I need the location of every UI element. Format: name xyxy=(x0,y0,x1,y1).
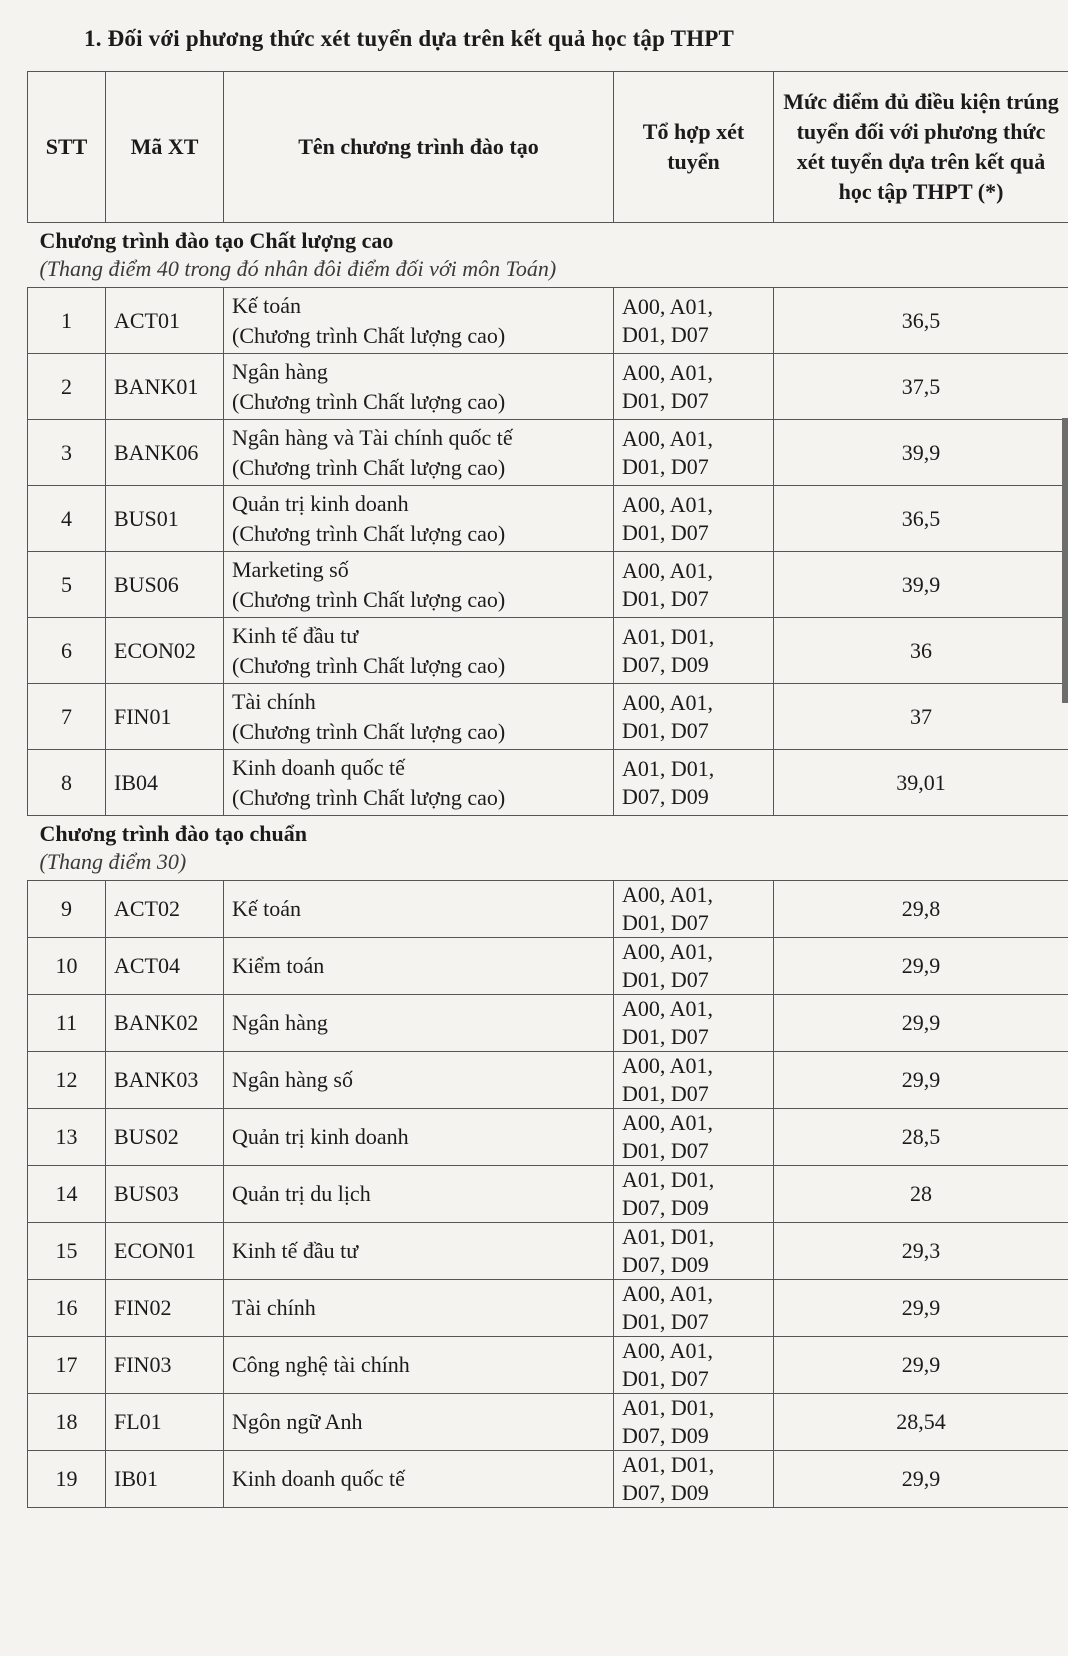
program-name: Kinh doanh quốc tế xyxy=(232,1466,405,1491)
cell-combination xyxy=(614,420,774,486)
combination-line: D01, D07 xyxy=(622,1081,709,1106)
section-note: (Thang điểm 30) xyxy=(39,849,187,874)
cell-stt: 12 xyxy=(28,1052,106,1109)
combination-line: A01, D01, xyxy=(622,623,715,649)
table-row xyxy=(28,1280,1068,1337)
cell-code: BANK01 xyxy=(106,354,224,420)
cell-program-name xyxy=(224,1337,614,1394)
combination-line: A00, A01, xyxy=(622,689,714,715)
table-row xyxy=(28,486,1068,552)
cell-code: IB04 xyxy=(106,750,224,816)
cell-code: BUS06 xyxy=(106,552,224,618)
combination-line: D01, D07 xyxy=(622,1138,709,1163)
cell-stt: 7 xyxy=(28,684,106,750)
combination-line: A01, D01, xyxy=(622,1167,715,1192)
program-name: Kinh tế đầu tư xyxy=(232,1238,359,1263)
cell-stt: 5 xyxy=(28,552,106,618)
program-type: (Chương trình Chất lượng cao) xyxy=(232,520,506,546)
section-title: Chương trình đào tạo Chất lượng cao xyxy=(39,228,394,253)
cell-program-name xyxy=(224,618,614,684)
cell-combination xyxy=(614,1451,774,1508)
header-program: Tên chương trình đào tạo xyxy=(224,72,614,223)
cell-stt: 9 xyxy=(28,881,106,938)
program-type: (Chương trình Chất lượng cao) xyxy=(232,784,506,810)
cell-combination xyxy=(614,1052,774,1109)
cell-code: FIN02 xyxy=(106,1280,224,1337)
combination-line: D01, D07 xyxy=(622,1024,709,1049)
program-name: Tài chính xyxy=(232,688,316,714)
admission-score-table xyxy=(27,71,1068,1508)
program-name: Ngân hàng và Tài chính quốc tế xyxy=(232,424,513,450)
table-row xyxy=(28,354,1068,420)
cell-code: BUS03 xyxy=(106,1166,224,1223)
table-row xyxy=(28,684,1068,750)
cell-stt: 13 xyxy=(28,1109,106,1166)
cell-score: 37,5 xyxy=(774,354,1068,420)
cell-score: 29,9 xyxy=(774,1052,1068,1109)
section-header-cell xyxy=(28,816,1068,881)
program-name: Ngân hàng xyxy=(232,358,328,384)
header-stt: STT xyxy=(28,72,106,223)
cell-score: 28,54 xyxy=(774,1394,1068,1451)
cell-combination xyxy=(614,1337,774,1394)
combination-line: A00, A01, xyxy=(622,1281,714,1306)
combination-line: D01, D07 xyxy=(622,519,709,545)
combination-line: D07, D09 xyxy=(622,651,709,677)
header-score: Mức điểm đủ điều kiện trúng tuyển đối với phương thức xét tuyển dựa trên kết quả học tập THPT (*) xyxy=(774,72,1068,223)
cell-code: ACT01 xyxy=(106,288,224,354)
program-name: Kiểm toán xyxy=(232,953,325,978)
cell-score: 39,9 xyxy=(774,552,1068,618)
cell-program-name xyxy=(224,1052,614,1109)
combination-line: A00, A01, xyxy=(622,425,714,451)
cell-stt: 8 xyxy=(28,750,106,816)
section-header-row xyxy=(28,223,1068,288)
cell-combination xyxy=(614,354,774,420)
combination-line: A00, A01, xyxy=(622,1338,714,1363)
cell-combination xyxy=(614,288,774,354)
cell-program-name xyxy=(224,750,614,816)
cell-combination xyxy=(614,618,774,684)
header-combination: Tổ hợp xét tuyển xyxy=(614,72,774,223)
cell-stt: 6 xyxy=(28,618,106,684)
cell-code: BANK02 xyxy=(106,995,224,1052)
cell-score: 28,5 xyxy=(774,1109,1068,1166)
combination-line: D07, D09 xyxy=(622,1252,709,1277)
combination-line: D01, D07 xyxy=(622,1309,709,1334)
program-name: Kế toán xyxy=(232,292,302,318)
section-header-row xyxy=(28,816,1068,881)
cell-program-name xyxy=(224,420,614,486)
table-row xyxy=(28,1337,1068,1394)
cell-program-name xyxy=(224,1394,614,1451)
cell-code: BANK03 xyxy=(106,1052,224,1109)
program-type: (Chương trình Chất lượng cao) xyxy=(232,454,506,480)
combination-line: A00, A01, xyxy=(622,293,714,319)
combination-line: D01, D07 xyxy=(622,321,709,347)
cell-program-name xyxy=(224,881,614,938)
cell-combination xyxy=(614,1280,774,1337)
cell-score: 29,8 xyxy=(774,881,1068,938)
program-name: Ngân hàng số xyxy=(232,1067,353,1092)
combination-line: D01, D07 xyxy=(622,967,709,992)
cell-combination xyxy=(614,684,774,750)
combination-line: A01, D01, xyxy=(622,1452,715,1477)
cell-stt: 3 xyxy=(28,420,106,486)
cell-program-name xyxy=(224,1109,614,1166)
program-type: (Chương trình Chất lượng cao) xyxy=(232,652,506,678)
cell-stt: 1 xyxy=(28,288,106,354)
cell-combination xyxy=(614,1223,774,1280)
cell-program-name xyxy=(224,552,614,618)
cell-combination xyxy=(614,486,774,552)
combination-line: D01, D07 xyxy=(622,1366,709,1391)
cell-stt: 16 xyxy=(28,1280,106,1337)
program-name: Quản trị kinh doanh xyxy=(232,490,409,516)
program-type: (Chương trình Chất lượng cao) xyxy=(232,718,506,744)
combination-line: A00, A01, xyxy=(622,1053,714,1078)
cell-code: ECON02 xyxy=(106,618,224,684)
cell-code: ACT02 xyxy=(106,881,224,938)
cell-score: 29,9 xyxy=(774,1451,1068,1508)
table-row xyxy=(28,1394,1068,1451)
cell-score: 29,9 xyxy=(774,995,1068,1052)
program-name: Kinh doanh quốc tế xyxy=(232,754,405,780)
program-name: Ngôn ngữ Anh xyxy=(232,1409,363,1434)
cell-stt: 2 xyxy=(28,354,106,420)
cell-combination xyxy=(614,938,774,995)
combination-line: D07, D09 xyxy=(622,1195,709,1220)
cell-combination xyxy=(614,995,774,1052)
table-row xyxy=(28,1052,1068,1109)
document-heading: 1. Đối với phương thức xét tuyển dựa trên kết quả học tập THPT xyxy=(84,26,735,51)
combination-line: A01, D01, xyxy=(622,755,715,781)
cell-score: 39,01 xyxy=(774,750,1068,816)
cell-code: FIN03 xyxy=(106,1337,224,1394)
cell-score: 39,9 xyxy=(774,420,1068,486)
table-row xyxy=(28,288,1068,354)
table-row xyxy=(28,938,1068,995)
cell-score: 29,3 xyxy=(774,1223,1068,1280)
cell-stt: 14 xyxy=(28,1166,106,1223)
cell-score: 29,9 xyxy=(774,938,1068,995)
cell-stt: 15 xyxy=(28,1223,106,1280)
section-note: (Thang điểm 40 trong đó nhân đôi điểm đối với môn Toán) xyxy=(39,256,557,281)
cell-code: BUS02 xyxy=(106,1109,224,1166)
cell-code: FL01 xyxy=(106,1394,224,1451)
table-row xyxy=(28,618,1068,684)
cell-program-name xyxy=(224,1451,614,1508)
section-title: Chương trình đào tạo chuẩn xyxy=(39,821,307,846)
scroll-edge-bar xyxy=(1062,418,1068,703)
combination-line: A00, A01, xyxy=(622,1110,714,1135)
cell-program-name xyxy=(224,486,614,552)
cell-combination xyxy=(614,750,774,816)
cell-stt: 11 xyxy=(28,995,106,1052)
table-row xyxy=(28,750,1068,816)
cell-score: 28 xyxy=(774,1166,1068,1223)
cell-program-name xyxy=(224,684,614,750)
cell-stt: 18 xyxy=(28,1394,106,1451)
combination-line: A00, A01, xyxy=(622,996,714,1021)
cell-combination xyxy=(614,1109,774,1166)
cell-program-name xyxy=(224,1223,614,1280)
cell-program-name xyxy=(224,1280,614,1337)
cell-stt: 17 xyxy=(28,1337,106,1394)
combination-line: A01, D01, xyxy=(622,1224,715,1249)
combination-line: D01, D07 xyxy=(622,910,709,935)
combination-line: D07, D09 xyxy=(622,1423,709,1448)
cell-combination xyxy=(614,1166,774,1223)
program-name: Quản trị kinh doanh xyxy=(232,1124,409,1149)
cell-combination xyxy=(614,552,774,618)
cell-score: 29,9 xyxy=(774,1280,1068,1337)
cell-program-name xyxy=(224,1166,614,1223)
cell-score: 36 xyxy=(774,618,1068,684)
cell-score: 36,5 xyxy=(774,288,1068,354)
table-row xyxy=(28,1451,1068,1508)
cell-program-name xyxy=(224,354,614,420)
combination-line: A00, A01, xyxy=(622,939,714,964)
cell-code: IB01 xyxy=(106,1451,224,1508)
cell-combination xyxy=(614,881,774,938)
table-row xyxy=(28,881,1068,938)
cell-score: 29,9 xyxy=(774,1337,1068,1394)
combination-line: A01, D01, xyxy=(622,1395,715,1420)
cell-code: BANK06 xyxy=(106,420,224,486)
program-type: (Chương trình Chất lượng cao) xyxy=(232,322,506,348)
table-row xyxy=(28,1223,1068,1280)
section-header-cell xyxy=(28,223,1068,288)
cell-combination xyxy=(614,1394,774,1451)
cell-program-name xyxy=(224,938,614,995)
cell-program-name xyxy=(224,995,614,1052)
table-row xyxy=(28,420,1068,486)
combination-line: A00, A01, xyxy=(622,882,714,907)
cell-program-name xyxy=(224,288,614,354)
program-name: Kế toán xyxy=(232,896,302,921)
header-code: Mã XT xyxy=(106,72,224,223)
combination-line: D07, D09 xyxy=(622,783,709,809)
table-row xyxy=(28,1109,1068,1166)
combination-line: A00, A01, xyxy=(622,557,714,583)
program-name: Ngân hàng xyxy=(232,1010,328,1035)
program-name: Marketing số xyxy=(232,556,349,582)
program-name: Công nghệ tài chính xyxy=(232,1352,410,1377)
cell-stt: 19 xyxy=(28,1451,106,1508)
program-type: (Chương trình Chất lượng cao) xyxy=(232,586,506,612)
combination-line: D01, D07 xyxy=(622,453,709,479)
program-type: (Chương trình Chất lượng cao) xyxy=(232,388,506,414)
combination-line: A00, A01, xyxy=(622,491,714,517)
table-row xyxy=(28,1166,1068,1223)
table-header-row xyxy=(28,72,1068,223)
program-name: Quản trị du lịch xyxy=(232,1181,371,1206)
program-name: Tài chính xyxy=(232,1295,316,1320)
cell-code: FIN01 xyxy=(106,684,224,750)
cell-code: BUS01 xyxy=(106,486,224,552)
cell-stt: 4 xyxy=(28,486,106,552)
combination-line: D01, D07 xyxy=(622,585,709,611)
program-name: Kinh tế đầu tư xyxy=(232,622,359,648)
cell-score: 36,5 xyxy=(774,486,1068,552)
cell-code: ACT04 xyxy=(106,938,224,995)
table-row xyxy=(28,552,1068,618)
table-row xyxy=(28,995,1068,1052)
combination-line: A00, A01, xyxy=(622,359,714,385)
combination-line: D01, D07 xyxy=(622,717,709,743)
combination-line: D01, D07 xyxy=(622,387,709,413)
cell-score: 37 xyxy=(774,684,1068,750)
combination-line: D07, D09 xyxy=(622,1480,709,1505)
cell-code: ECON01 xyxy=(106,1223,224,1280)
cell-stt: 10 xyxy=(28,938,106,995)
